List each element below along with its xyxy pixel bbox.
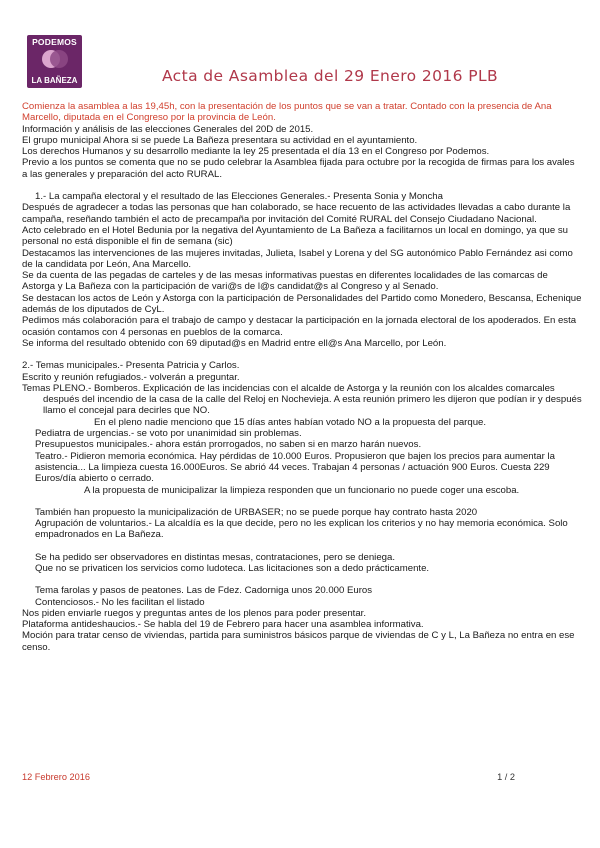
section-2-paragraph: En el pleno nadie menciono que 15 días antes habían votado NO a la propuesta del parque.: [94, 416, 487, 428]
section-heading-2: 2.- Temas municipales.- Presenta Patricia y Carlos.: [22, 360, 240, 372]
section-1-paragraph: Después de agradecer a todas las personas que han colaborado, se hace recuento de las actividades llevadas a cabo durante la campaña, reseñando también el acto de precampaña por invitación del Comité RURAL del Consejo Ciudadano Nacional.: [22, 202, 571, 225]
section-heading-1: 1.- La campaña electoral y el resultado de las Elecciones Generales.- Presenta Sonia y Moncha: [35, 191, 443, 203]
section-2-paragraph: Presupuestos municipales.- ahora están prorrogados, no saben si en marzo harán nuevos.: [35, 439, 422, 451]
section-2-paragraph: Nos piden enviarle ruegos y preguntas antes de los plenos para poder presentar.: [22, 607, 366, 619]
section-2-paragraph: A la propuesta de municipalizar la limpieza responden que un funcionario no puede coger una escoba.: [84, 484, 520, 496]
section-2-paragraph: Tema farolas y pasos de peatones. Las de Fdez. Cadorniga unos 20.000 Euros: [35, 585, 373, 597]
section-1-paragraph: Se informa del resultado obtenido con 69 diputad@s en Madrid entre ell@s Ana Marcello, por León.: [22, 337, 447, 349]
section-2-paragraph: Moción para tratar censo de viviendas, partida para suministros básicos parque de viviendas de C y L, La Bañeza no entra en ese censo.: [22, 630, 575, 653]
page-number: 1 / 2: [497, 772, 515, 782]
logo-top-text: PODEMOS: [32, 37, 77, 47]
page-footer: [22, 772, 515, 782]
agenda-note: Previo a los puntos se comenta que no se pudo celebrar la Asamblea fijada para octubre por la recogida de firmas para los avales a las generales y preparación del acto RURAL.: [22, 157, 575, 180]
section-2-paragraph: Agrupación de voluntarios.- La alcaldía es la que decide, pero no les explican los criterios y no hay memoria económica. Solo empadronados en La Bañeza.: [35, 518, 568, 541]
logo-bottom-text: LA BAÑEZA: [31, 76, 78, 85]
section-2-paragraph: Temas PLENO.- Bomberos. Explicación de las incidencias con el alcalde de Astorga y la reunión con los alcaldes comarcales después del incendio de la casa de la calle del Reloj en Nochevieja. A esta reunión primero les dijeron que podían ir y después llamo el concejal para decirles que NO.: [22, 382, 582, 417]
section-2-paragraph: Contenciosos.- No les facilitan el listado: [35, 596, 205, 608]
section-2-paragraph: Pediatra de urgencias.- se voto por unanimidad sin problemas.: [35, 428, 302, 440]
section-2-paragraph: Se ha pedido ser observadores en distintas mesas, contrataciones, pero se deniega.: [35, 551, 395, 563]
section-2-paragraph: También han propuesto la municipalización de URBASER; no se puede porque hay contrato hasta 2020: [35, 506, 478, 518]
section-1-paragraph: Pedimos más colaboración para el trabajo de campo y destacar la participación en la jornada electoral de los apoderados. En esta ocasión contamos con 4 personas en pueblos de la comarca.: [22, 315, 577, 338]
intro-paragraph: Comienza la asamblea a las 19,45h, con la presentación de los puntos que se van a tratar. Contado con la presencia de Ana Marcello, diputada en el Congreso por la provincia de León.: [22, 101, 552, 124]
section-2-paragraph: Plataforma antideshaucios.- Se habla del 19 de Febrero para hacer una asamblea informativa.: [22, 619, 424, 631]
section-2-paragraph: Escrito y reunión refugiados.- volverán a preguntar.: [22, 371, 240, 383]
section-2-paragraph: Que no se privaticen los servicios como ludoteca. Las licitaciones son a dedo prácticamente.: [35, 562, 430, 574]
agenda-item: Los derechos Humanos y su desarrollo mediante la ley 25 presentada el día 13 en el Congreso por Podemos.: [22, 146, 490, 158]
footer-date: 12 Febrero 2016: [22, 772, 90, 782]
section-1-paragraph: Se destacan los actos de León y Astorga con la participación de Personalidades del Partido como Monedero, Bescansa, Echenique además de los diputados de CyL.: [22, 292, 582, 316]
agenda-item: Información y análisis de las elecciones Generales del 20D de 2015.: [22, 123, 314, 135]
section-1-paragraph: Acto celebrado en el Hotel Bedunia por la negativa del Ayuntamiento de La Bañeza a facilitarnos un local en domingo, ya que su personal no está disponible el fin de semana (sic): [22, 224, 568, 248]
document-body: [22, 101, 582, 653]
section-1-paragraph: Se da cuenta de las pegadas de carteles y de las mesas informativas puestas en diferentes localidades de las comarcas de Astorga y La Bañeza con la participación de vari@s de l@s candidat@s al Congreso y al Senado.: [22, 270, 548, 293]
document-title: Acta de Asamblea del 29 Enero 2016 PLB: [161, 67, 499, 85]
agenda-item: El grupo municipal Ahora si se puede La Bañeza presentara su actividad en el ayuntamiento.: [22, 134, 418, 146]
section-1-paragraph: Destacamos las intervenciones de las mujeres invitadas, Julieta, Isabel y Lorena y del SG autonómico Pablo Fernández asi como de la candidata por León, Ana Marcello.: [22, 247, 573, 270]
section-2-paragraph: Teatro.- Pidieron memoria económica. Hay pérdidas de 10.000 Euros. Propusieron que bajen los precios para aumentar la asistencia... La limpieza cuesta 16.000Euros. Se abrió 44 veces. Trabajan 4 personas / actuación 900 Euros. Cuesta 229 Euros/día abierto o cerrado.: [35, 450, 555, 485]
